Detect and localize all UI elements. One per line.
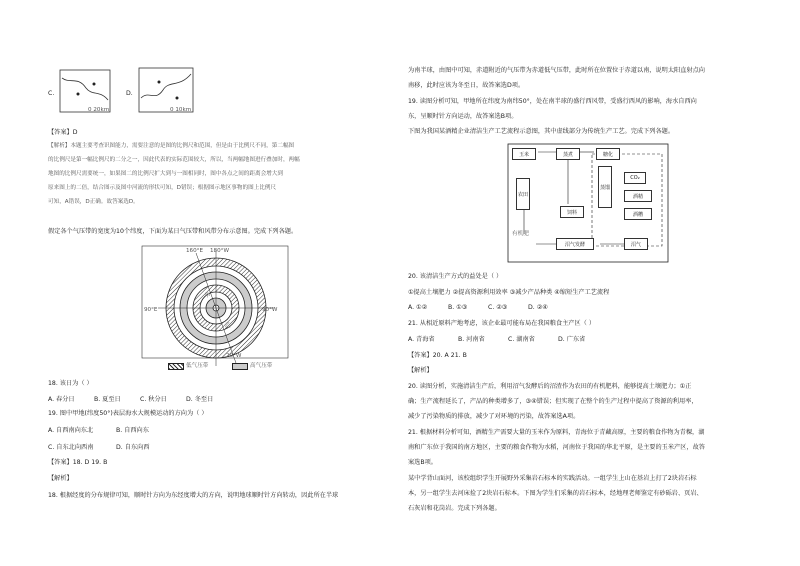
box-farmland: 农田 xyxy=(516,178,530,210)
box-distill: 蒸馏 xyxy=(598,166,612,208)
analysis-line-5: 可知，A错误，D正确。故答案选D。 xyxy=(48,199,139,205)
answer-20-21: 【答案】20. A 21. B xyxy=(408,352,467,359)
label-organic: 有机肥 xyxy=(512,231,529,237)
exp-line-1: 20. 读图分析，实施清洁生产后，利用沼气发酵后的沼渣作为农田的有机肥料，能够提高土壤肥力；①正 xyxy=(408,383,692,390)
box-ferment: 糖化 xyxy=(596,148,620,160)
label-90w: 90°W xyxy=(262,307,278,313)
box-corn: 玉米 xyxy=(512,148,536,160)
legend-low-swatch xyxy=(168,363,184,370)
q20-opt-b: B. ①③ xyxy=(448,304,468,311)
answer-18-19: 【答案】18. D 19. B xyxy=(48,459,108,466)
exp-line-3: 减少了污染物质的排放，减少了对环境的污染，故答案选A项。 xyxy=(408,413,580,420)
q21-opt-d: D. 广东省 xyxy=(558,336,586,343)
q18-opt-d: D. 冬至日 xyxy=(186,396,214,403)
q18-opt-c: C. 秋分日 xyxy=(140,396,167,403)
right-line-5: 下图为我国某酒精企业清洁生产工艺流程示意图，其中虚线部分为传统生产工艺。完成下列各题。 xyxy=(408,128,675,135)
label-90e: 90°E xyxy=(144,307,158,313)
exp-line-2: 确；生产流程延长了，产品的种类增多了，③④错误；但实现了在整个的生产过程中提高了资源的利用率， xyxy=(408,398,698,405)
explanation-18: 18. 根据经度的分布规律可知，顺时针方向为东经度增大的方向，说明地球顺时针方向转动，因此所在半球 xyxy=(48,492,339,499)
right-line-1: 为南半球，由图中可知，赤道附近的气压带为赤道低气压带，此时所在位置位于赤道以南，说明太阳直射点向 xyxy=(408,67,705,74)
box-residue: 酒糟 xyxy=(624,208,652,220)
label-jia: 甲 xyxy=(205,293,211,299)
q18-opt-a: A. 春分日 xyxy=(48,396,75,403)
analysis-label-right: 【解析】 xyxy=(408,367,433,374)
option-c-label: C. xyxy=(48,90,55,97)
label-160e: 160°E xyxy=(186,248,204,254)
question-19: 19. 图中甲地(纬度50°)表层海水大规模运动的方向为（ ） xyxy=(48,410,208,417)
label-20w: 20°W xyxy=(226,353,242,359)
exp-line-6: 案选B项。 xyxy=(408,459,437,466)
q21-opt-c: C. 湖南省 xyxy=(508,336,535,343)
box-mash: 蒸煮 xyxy=(556,148,580,160)
option-d-label: D. xyxy=(126,90,133,97)
q20-opt-d: D. ②④ xyxy=(528,304,548,311)
analysis-line-1: 【解析】本题主要考查识图能力，需要注意的是图的比例尺和范围，但是由于比例尺不同，第二幅图 xyxy=(48,143,295,149)
box-alcohol: 酒精 xyxy=(624,190,652,202)
q20-opt-c: C. ②③ xyxy=(488,304,508,311)
q21-opt-a: A. 青海省 xyxy=(408,336,435,343)
exp-line-9: 石灰岩和花岗岩。完成下列各题。 xyxy=(408,505,501,512)
q19-opt-c: C. 自东北向西南 xyxy=(48,444,94,451)
q18-opt-b: B. 夏至日 xyxy=(94,396,121,403)
legend-low: 低气压带 xyxy=(186,363,209,369)
label-180w: 180°W xyxy=(210,248,230,254)
right-line-3: 19. 读图分析可知，甲地所在纬度为南纬50°，处在南半球的盛行西风带，受盛行西风的影响，海水自西向 xyxy=(408,98,697,105)
analysis-line-2: 的比例尺是第一幅比例尺的二分之一，因此代表的实际范围较大，所以，当两幅地图进行叠加时，两幅 xyxy=(48,157,300,163)
legend-high: 高气压带 xyxy=(250,363,273,369)
q19-opt-b: B. 自西向东 xyxy=(116,427,149,434)
exp-line-8: 本，另一组学生去河床捡了2块岩石标本。下图为学生们采集的岩石标本，经地理老师鉴定有砂砾岩、页岩、 xyxy=(408,490,703,497)
q21-opt-b: B. 河南省 xyxy=(458,336,485,343)
right-line-2: 南移，此时应该为冬至日，故答案选D项。 xyxy=(408,82,525,89)
box-co2: CO₂ xyxy=(624,172,646,184)
label-yi: 乙 xyxy=(225,323,231,329)
intro-text: 假定各个气压带的宽度为10个纬度，下面为某日气压带和风带分布示意图。完成下列各题。 xyxy=(48,228,298,235)
answer-17: 【答案】D xyxy=(48,129,78,136)
box-gas: 沼气 xyxy=(624,238,648,250)
question-18: 18. 该日为（ ） xyxy=(48,380,93,387)
q19-opt-d: D. 自东向西 xyxy=(116,444,150,451)
analysis-label-left: 【解析】 xyxy=(48,475,73,482)
question-20: 20. 该清洁生产方式的益处是（ ） xyxy=(408,273,503,280)
q20-opt-a: A. ①② xyxy=(408,304,428,311)
scale-d: 0 10km xyxy=(170,107,192,113)
exp-line-7: 某中学背山面河，该校组织学生开展野外采集岩石标本的实践活动。一组学生上山在基岩上打了2块岩石标 xyxy=(408,475,697,482)
box-feed: 饲料 xyxy=(560,206,584,218)
q19-opt-a: A. 自西南向东北 xyxy=(48,427,94,434)
question-21: 21. 从相近原料产地考虑，该企业最可能布局在我国粮食主产区（ ） xyxy=(408,320,596,327)
exp-line-4: 21. 根据材料分析可知，酒精生产需要大量的玉米作为原料，青海位于青藏高原，主要的粮食作物为青稞，湖 xyxy=(408,429,705,436)
analysis-line-4: 原来图上的二倍，结合图示及图中河流的形状可知，D错误；根据图示地区事物的图上比例尺 xyxy=(48,185,277,191)
exp-line-5: 南和广东位于我国的南方地区，主要的粮食作物为水稻，河南位于我国的华北平原，是主要的玉米产区，故答 xyxy=(408,444,705,451)
analysis-line-3: 地图的比例尺需要统一，如果图二的比例尺扩大到与一图相同时，图中各点之间的距离会增大到 xyxy=(48,171,283,177)
legend-high-swatch xyxy=(232,363,248,370)
scale-c: 0 20km xyxy=(88,107,110,113)
right-line-4: 东，呈顺时针方向运动，故答案选B项。 xyxy=(408,113,518,120)
box-biogas: 沼气发酵 xyxy=(556,238,594,250)
q20-statements: ①提高土壤肥力 ②提高资源利用效率 ③减少产品种类 ④缩短生产工艺流程 xyxy=(408,289,610,296)
